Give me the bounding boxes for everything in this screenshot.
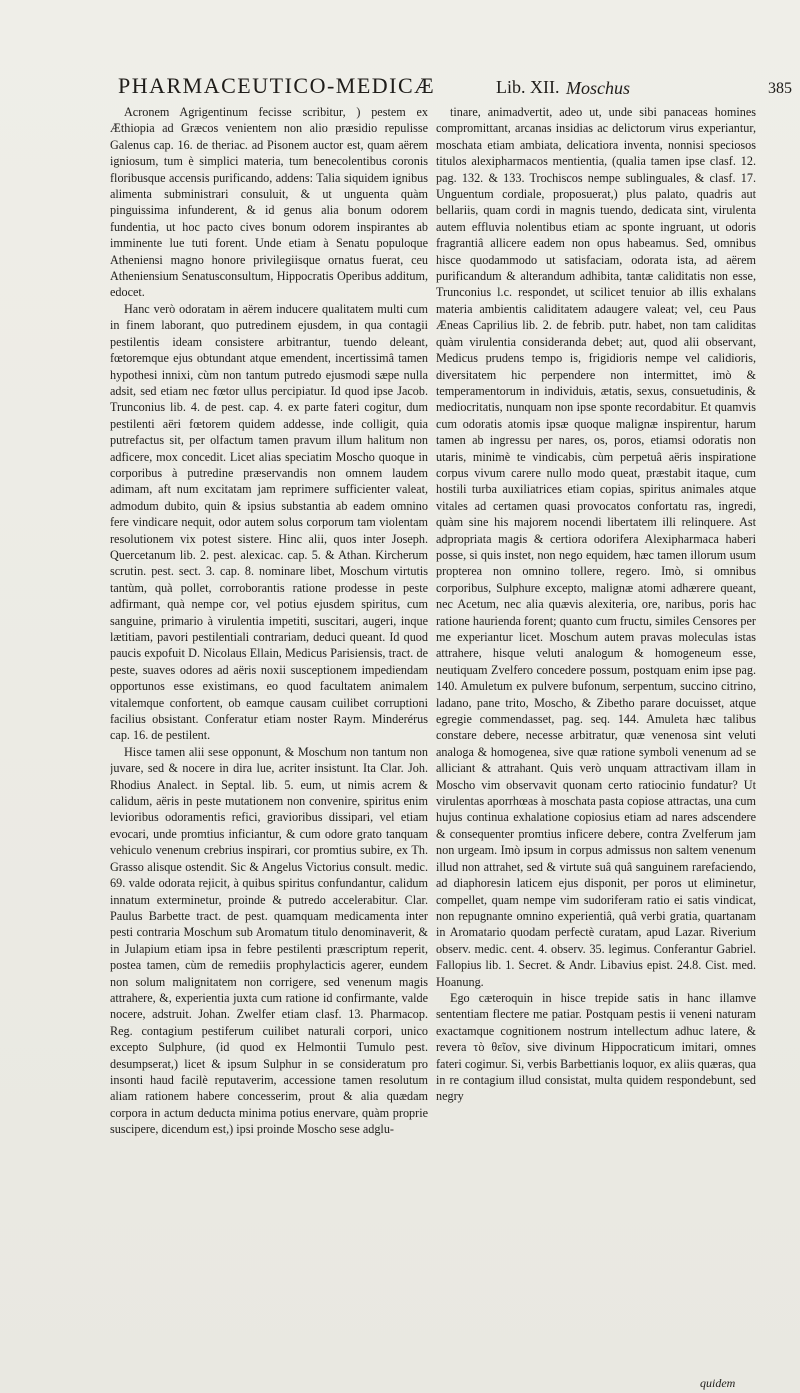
book-number: Lib. XII. (496, 77, 560, 97)
catchword: quidem (700, 1376, 736, 1390)
page-number: 385 (768, 80, 792, 97)
page-header (0, 72, 800, 102)
paragraph: Hisce tamen alii sese opponunt, & Moschum non tantum non juvare, sed & nocere in dira lue, acriter insistunt. Ita Clar. Joh. Rhodius Analect. in Septal. lib. 5. eum, ut nimis acrem & calidum, aëris in peste mutationem non convenire, spiritus enim levioribus odoramentis refici, gravioribus dissipari, vel etiam evocari, unde promtius inficiantur, & cum odore grato tanquam vehiculo venenum crebrius inspirari, cor promtius subire, ex Th. Grasso alisque ostendit. Sic & Angelus Victorius consult. medic. 69. valde odorata rejicit, à quibus spiritus confundantur, calidum innatum exterminetur, proinde & putredo accelerabitur. Clar. Paulus Barbette tract. de pest. quamquam medicamenta inter pesti contraria Moschum sub Aromatum titulo denominaverit, & in Julapium etiam ipsa in febre pestilenti præscriptum reperit, postea tamen, cùm de remediis prophylacticis agerer, eundem non solum malignitatem non corrigere, sed venenum magis attrahere, &, experientia juxta cum ratione id confirmante, valde nocere, adstruit. Johan. Zwelfer etiam clasf. 13. Pharmacop. Reg. contagium pestiferum cuilibet naturali corpori, unico excepto Sulphure, (id quod ex Helmontii Tumulo pest. desumpserat,) licet & ipsum Sulphur in se consideratum pro insonti haud facilè reputaverim, accessione tamen resolutum aliam rationem habere concesserim, prout & alia quædam corpora in actum deducta minima potius enervare, quàm proprie suscipere, dicendum est,) ipsi proinde Moscho sese adglu- (110, 744, 428, 1137)
paragraph: tinare, animadvertit, adeo ut, unde sibi panaceas homines compromittant, arcanas insidias ac delictorum virus experiantur, moschata etiam ambiata, delicatiora inventa, nonnisi speciosos titulos alexipharmacos mentientia, (qualia tamen ipse clasf. 12. pag. 132. & 133. Trochiscos nempe sublinguales, & clasf. 17. Unguentum cordiale, proposuerat,) plus palato, quadris aut bellariis, quam cordi in magnis tuendo, dedicata sint, virulenta autem effluvia nolentibus etiam ac sponte ingruant, ut odoris fragrantiâ allicere eadem non opus habeamus. Sed, omnibus hisce quodammodo ut satisfaciam, odorata ista, ad aërem purificandum & alterandum adhibita, tantæ caliditatis non esse, Trunconius l.c. respondet, ut scilicet tenuior ab illis exhalans materia ambientis caliditatem adaugere valeat; vel, ceu Paus Æneas Caprilius lib. 2. de febrib. putr. habet, non tam caliditas quàm virulentia consideranda debet; aut, quod alii observant, Medicus prudens tempo is, frigidioris nempe vel calidioris, diversitatem hic perpendere non intermittet, imò & temperamentorum in individuis, ætatis, sexus, consuetudinis, & mediocritatis, nunquam non ipse sponte recordabitur. Et quamvis cum odoratis atomis ipsæ quoque malignæ inspirentur, harum tamen ab ingressu per nares, os, poros, etiamsi odoratis non utaris, minimè te vindicabis, cùm perpetuâ aëris inspiratione corpus vivum carere nullo modo queat, præstabit itaque, cum hostili turba auxiliatrices etiam copias, spiritus animales atque vitales ad certamen quasi provocatos confortatu ras, ingredi, quàm sine his majorem nocendi libertatem illi relinquere. Ast adpropriata magis & certiora odorifera Alexipharmaca haberi posse, si quis instet, non nego equidem, hæc tamen illorum usum propterea non omnino tollere, regero. Imò, si omnibus corporibus, Sulphure excepto, malignæ atomi adhærere queant, nec Acetum, nec alia quævis alexiteria, ore, naribus, poris hac ratione haurienda forent; quanto cum fructu, similes Censores per me experiantur licet. Moschum autem pravas moleculas istas attrahere, hisque veluti analogum & homogeneum esse, neutiquam Zvelfero concedere possum, postquam enim ipse pag. 140. Amuletum ex pulvere bufonum, serpentum, succino citrino, ladano, pane trito, Moscho, & Zibetho parare docuisset, atque egregie commendasset, pag. seq. 144. Amuleta hæc talibus constare debere, necesse arbitratur, quæ venenosa sint veluti analoga & homogenea, sive quæ ratione symboli venenum ad se alliciant & attrahant. Quis verò unquam attractivam illam in Moscho vim observavit quonam certo ratiocinio fundatur? Ut virulentas aporrhœas à moschata pasta copiose attractas, una cum hujus continua exhalatione copiosius etiam ad nares adscendere & consequenter promtius inficere debere, contra Zvelferum jam non urgeam. Imò ipsum in corpus admissus non saltem venenum illud non attrahet, sed & virtute suâ quâ sanguinem rarefaciendo, ad diaphoresin laticem ejus disponit, per poros ut eliminetur, compellet, quam nempe vim sudoriferam ratio ei satis vindicat, non repugnante omnino experientiâ, quâ verbi gratia, quartanam in Aromatario quodam perfectè curatam, apud Lazar. Riverium observ. medic. cent. 4. observ. 35. legimus. Conferantur Gabriel. Fallopius lib. 1. Secret. & Andr. Libavius epist. 24.8. Cist. med. Hoanung. (436, 105, 756, 989)
paragraph: Acronem Agrigentinum fecisse scribitur, ) pestem ex Æthiopia ad Græcos venientem non alio præsidio repulisse Galenus cap. 16. de theriac. ad Pisonem auctor est, quam aërem igniosum, tum è simplici materia, tum benecolentibus coronis floribusque accensis purificando, addens: Talia siquidem ignibus alimenta subministrari consuluit, & ut unguenta quàm pinguissima infunderent, & id genus alia bonum odorem fundentia, ut hoc pacto cives bonum odorem inspirantes ab imminente lue tuti forent. Unde etiam à Senatu populoque Atheniensi magno honore privilegiisque ornatus fuerat, ceu Atheniensium Senatusconsultum, Hippocratis Operibus additum, edocet. (110, 105, 428, 300)
section-title: Moschus (566, 78, 630, 98)
paragraph: Ego cæteroquin in hisce trepide satis in hanc illamve sententiam flectere me patiar. Postquam pestis ii veneni naturam exactamque cognitionem nostrum intellectum adhuc latere, & revera τὸ θεῖον, sive divinum Hippocraticum imitari, omnes fateri cogimur. Si, verbis Barbettianis loquor, ex aliis quæras, qua in re contagium illud consistat, multa quidem respondebunt, sed negry (436, 990, 756, 1104)
left-column (110, 104, 428, 1384)
paragraph: Hanc verò odoratam in aërem inducere qualitatem multi cum in finem laborant, quo putredinem ejusdem, in qua contagii pestilentis ideam consistere arbitrantur, tuendo deleant, fœtoremque ejus obtundant atque emendent, incertissimâ tamen hypothesi innixi, cùm non tantum putredo ejusmodi sæpe nulla adsit, sed etiam nec fœtor ullus percipiatur. Id quod ipse Jacob. Trunconius lib. 4. de pest. cap. 4. ex parte fateri cogitur, dum pestilenti aëri fœtorem quidem addesse, inde colligit, quia putrefactus sit, per olfactum tamen pravum illum halitum non adficere, mox concedit. Licet alias speciatim Moscho quoque in corporibus à putredine præservandis non omnem laudem adimam, aft num excitatam jam reprimere sufficienter valeat, admodum dubito, quin & ipsius substantia ab eadem omnino fere vindicare nequit, odor autem solus corporum tam violentam resolutionem vix potest sistere. Hinc alii, quos inter Joseph. Quercetanum lib. 2. pest. alexicac. cap. 5. & Athan. Kircherum scrutin. pest. sect. 3. cap. 8. nominare libet, Moschum virtutis tantùm, quà pollet, corroborantis ratione prodesse in peste adfirmant, quà nempe cor, vel potius ejusdem spiritus, cum sanguine, primario à virulentia impetiti, suscitari, augeri, inque lætitiam, pavori pestilentiali contrariam, deduci queant. Id quod paucis expofuit D. Nicolaus Ellain, Medicus Parisiensis, tract. de peste, suaves odores ad aëris noxii susceptionem impediendam opportunos esse existimans, eo quod facultatem animalem vitalemque confortent, ob eamque causam cuilibet corruptioni facilius obsistant. Conferatur etiam noster Raym. Minderérus cap. 16. de pestilent. (110, 301, 428, 743)
right-column (436, 104, 756, 1384)
running-head: PHARMACEUTICO-MEDICÆ (118, 73, 436, 98)
